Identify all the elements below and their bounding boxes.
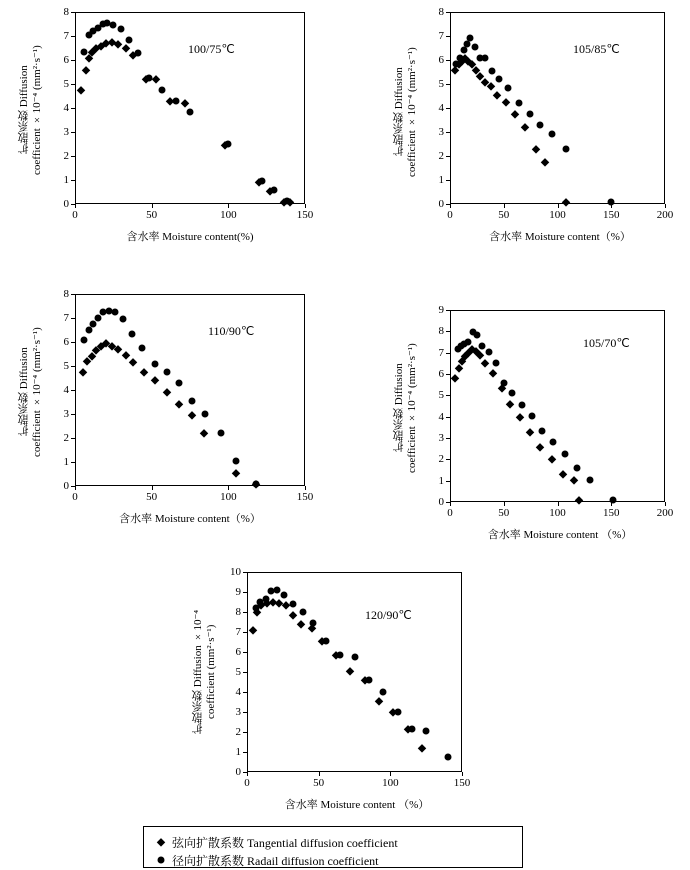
data-point	[283, 198, 290, 205]
x-tick-label: 100	[220, 209, 237, 221]
x-tick-mark	[504, 204, 505, 208]
x-tick-label: 150	[296, 491, 314, 503]
data-point	[110, 22, 117, 29]
y-tick-mark	[71, 156, 75, 157]
y-tick-label: 5	[235, 666, 241, 678]
y-tick-mark	[243, 752, 247, 753]
panel-annotation: 120/90℃	[365, 608, 412, 622]
y-tick-label: 3	[438, 126, 444, 138]
data-point	[125, 36, 132, 43]
y-tick-mark	[446, 84, 450, 85]
chart-panel-100-75	[0, 0, 345, 250]
data-point	[202, 411, 209, 418]
x-tick-label: 200	[656, 209, 674, 221]
y-tick-mark	[446, 36, 450, 37]
data-point	[271, 186, 278, 193]
data-point	[217, 430, 224, 437]
data-point	[337, 652, 344, 659]
y-axis-label-line1: 扩散系数 Diffusion	[393, 363, 405, 453]
data-point	[118, 25, 125, 32]
y-tick-label: 10	[230, 566, 241, 578]
data-point	[173, 97, 180, 104]
x-tick-label: 50	[146, 209, 158, 221]
data-point	[394, 709, 401, 716]
y-tick-label: 0	[438, 198, 444, 210]
y-tick-label: 8	[438, 6, 444, 18]
y-tick-label: 0	[63, 198, 69, 210]
data-point	[500, 379, 507, 386]
data-point	[471, 43, 478, 50]
legend-label-radial: 径向扩散系数 Radail diffusion coefficient	[172, 853, 379, 868]
data-point	[488, 67, 495, 74]
data-point	[550, 439, 557, 446]
x-tick-label: 200	[656, 507, 674, 519]
y-tick-mark	[446, 459, 450, 460]
y-tick-mark	[243, 612, 247, 613]
data-point	[515, 100, 522, 107]
diamond-marker-icon	[154, 836, 168, 848]
data-point	[408, 726, 415, 733]
y-tick-mark	[446, 60, 450, 61]
x-tick-mark	[228, 204, 229, 208]
x-tick-label: 100	[220, 491, 237, 503]
data-point	[164, 369, 171, 376]
y-tick-label: 8	[438, 325, 444, 338]
y-tick-mark	[71, 132, 75, 133]
x-tick-label: 100	[549, 209, 566, 221]
y-tick-label: 3	[235, 706, 241, 718]
x-tick-label: 0	[72, 491, 78, 503]
x-tick-label: 150	[296, 209, 314, 221]
data-point	[128, 330, 135, 337]
x-tick-label: 150	[453, 777, 471, 789]
y-tick-label: 5	[63, 360, 69, 372]
x-tick-mark	[152, 486, 153, 490]
y-axis-label-line2: coefficient (mm²·s⁻¹)	[205, 624, 217, 720]
plot-area	[450, 12, 665, 204]
x-tick-mark	[558, 502, 559, 506]
y-tick-label: 6	[438, 54, 444, 66]
x-tick-mark	[450, 502, 451, 506]
data-point	[460, 47, 467, 54]
data-point	[380, 689, 387, 696]
y-tick-label: 8	[63, 6, 69, 18]
y-tick-mark	[71, 366, 75, 367]
y-tick-mark	[243, 672, 247, 673]
data-point	[608, 199, 615, 206]
y-tick-label: 2	[438, 453, 444, 466]
data-point	[309, 620, 316, 627]
panel-annotation: 105/70℃	[583, 336, 630, 350]
y-tick-label: 7	[63, 312, 69, 324]
y-tick-mark	[71, 462, 75, 463]
x-tick-label: 150	[603, 209, 620, 221]
y-tick-label: 3	[438, 432, 444, 444]
data-point	[586, 476, 593, 483]
x-tick-mark	[305, 486, 306, 490]
y-tick-label: 4	[438, 410, 444, 423]
chart-panel-110-90	[0, 282, 345, 532]
x-tick-mark	[75, 486, 76, 490]
data-point	[456, 54, 463, 61]
x-tick-mark	[504, 502, 505, 506]
y-tick-label: 2	[235, 726, 241, 738]
data-point	[453, 60, 460, 67]
data-point	[562, 451, 569, 458]
y-axis-label-line1: 扩散系数 Diffusion	[393, 67, 405, 157]
y-tick-mark	[243, 572, 247, 573]
y-tick-label: 6	[235, 646, 241, 658]
data-point	[159, 87, 166, 94]
y-axis-label	[192, 582, 222, 762]
y-tick-mark	[446, 156, 450, 157]
y-tick-mark	[243, 712, 247, 713]
y-tick-label: 7	[438, 346, 444, 359]
x-tick-mark	[665, 502, 666, 506]
data-point	[467, 35, 474, 42]
x-axis-label: 含水率 Moisture content(%)	[126, 231, 254, 243]
x-tick-label: 50	[498, 209, 510, 221]
plot-area	[75, 294, 305, 486]
data-point	[225, 141, 232, 148]
y-tick-mark	[446, 310, 450, 311]
y-tick-mark	[446, 417, 450, 418]
y-axis-label	[393, 318, 423, 498]
y-tick-label: 6	[63, 54, 69, 66]
y-tick-label: 7	[63, 30, 69, 42]
data-point	[464, 41, 471, 48]
y-tick-label: 6	[63, 336, 69, 348]
y-tick-label: 1	[438, 174, 444, 186]
y-axis-label-line2: coefficient ×10⁻⁴ (mm²·s⁻¹)	[406, 47, 418, 177]
data-point	[81, 336, 88, 343]
y-tick-mark	[71, 60, 75, 61]
y-tick-label: 1	[235, 746, 241, 758]
y-tick-mark	[243, 592, 247, 593]
y-tick-mark	[71, 414, 75, 415]
x-tick-mark	[665, 204, 666, 208]
data-point	[259, 178, 266, 185]
y-tick-label: 2	[438, 150, 444, 162]
legend-item-tangential	[154, 833, 512, 851]
data-point	[95, 315, 102, 322]
y-axis-label-line1: 扩散系数 Diffusion	[18, 65, 30, 155]
x-tick-mark	[558, 204, 559, 208]
x-tick-label: 50	[146, 491, 158, 503]
x-axis-label: 含水率 Moisture content（%）	[119, 513, 261, 525]
x-axis-label: 含水率 Moisture content （%）	[487, 529, 633, 541]
data-point	[90, 321, 97, 328]
y-axis-label	[18, 302, 48, 482]
x-tick-label: 150	[603, 507, 620, 519]
data-point	[526, 111, 533, 118]
x-tick-label: 50	[498, 507, 510, 519]
data-point	[444, 754, 451, 761]
y-tick-mark	[446, 395, 450, 396]
data-point	[563, 145, 570, 152]
data-point	[145, 75, 152, 82]
chart-panel-120-90	[172, 560, 517, 810]
data-point	[465, 339, 472, 346]
y-axis-label-line2: coefficient ×10⁻⁴ (mm²·s⁻¹)	[406, 343, 418, 473]
panel-annotation: 110/90℃	[208, 324, 255, 338]
y-tick-label: 8	[63, 288, 69, 300]
y-tick-label: 2	[63, 432, 69, 444]
data-point	[423, 728, 430, 735]
legend-label-tangential: 弦向扩散系数 Tangential diffusion coefficient	[172, 835, 398, 850]
x-tick-mark	[319, 772, 320, 776]
data-point	[528, 412, 535, 419]
panel-annotation: 105/85℃	[573, 42, 620, 56]
y-tick-label: 1	[438, 474, 444, 487]
y-tick-label: 4	[438, 102, 444, 114]
y-tick-label: 0	[63, 480, 69, 492]
x-tick-label: 0	[447, 209, 453, 221]
x-tick-mark	[75, 204, 76, 208]
y-tick-label: 2	[63, 150, 69, 162]
data-point	[134, 49, 141, 56]
data-point	[262, 596, 269, 603]
data-point	[139, 345, 146, 352]
y-tick-label: 5	[438, 78, 444, 90]
y-tick-mark	[71, 342, 75, 343]
data-point	[351, 654, 358, 661]
x-tick-mark	[228, 486, 229, 490]
x-tick-mark	[305, 204, 306, 208]
x-axis-label: 含水率 Moisture content（%）	[489, 231, 631, 243]
y-tick-mark	[71, 36, 75, 37]
data-point	[482, 54, 489, 61]
data-point	[505, 84, 512, 91]
data-point	[119, 316, 126, 323]
circle-marker-icon	[154, 854, 168, 866]
panel-annotation: 100/75℃	[188, 42, 235, 56]
data-point	[493, 360, 500, 367]
chart-panel-105-70	[345, 300, 690, 550]
data-point	[187, 108, 194, 115]
data-point	[299, 609, 306, 616]
x-tick-label: 100	[382, 777, 399, 789]
y-tick-label: 0	[235, 766, 241, 778]
data-point	[233, 457, 240, 464]
y-tick-label: 1	[63, 456, 69, 468]
y-tick-label: 6	[438, 368, 444, 380]
y-tick-label: 9	[438, 304, 444, 316]
y-tick-mark	[446, 108, 450, 109]
y-tick-mark	[243, 732, 247, 733]
legend	[143, 826, 523, 868]
data-point	[610, 497, 617, 504]
y-tick-label: 7	[235, 626, 241, 638]
data-point	[151, 360, 158, 367]
y-tick-mark	[71, 294, 75, 295]
y-tick-label: 3	[63, 408, 69, 420]
x-tick-label: 0	[244, 777, 250, 789]
y-tick-mark	[71, 438, 75, 439]
y-tick-mark	[71, 180, 75, 181]
x-tick-mark	[462, 772, 463, 776]
x-tick-label: 50	[313, 777, 325, 789]
y-tick-mark	[446, 180, 450, 181]
y-tick-label: 8	[235, 606, 241, 618]
y-axis-label-line2: coefficient ×10⁻⁴ (mm²·s⁻¹)	[31, 45, 43, 175]
data-point	[322, 638, 329, 645]
y-tick-label: 4	[235, 686, 241, 698]
data-point	[365, 677, 372, 684]
y-tick-mark	[446, 132, 450, 133]
y-tick-mark	[243, 652, 247, 653]
y-tick-label: 5	[63, 78, 69, 90]
data-point	[573, 464, 580, 471]
plot-area	[450, 310, 665, 502]
y-tick-mark	[71, 318, 75, 319]
y-tick-mark	[243, 692, 247, 693]
y-tick-mark	[243, 632, 247, 633]
data-point	[537, 121, 544, 128]
x-tick-mark	[247, 772, 248, 776]
data-point	[479, 343, 486, 350]
y-tick-mark	[446, 331, 450, 332]
data-point	[252, 481, 259, 488]
data-point	[289, 601, 296, 608]
y-tick-label: 0	[438, 496, 444, 508]
data-point	[281, 592, 288, 599]
y-tick-mark	[71, 390, 75, 391]
y-tick-label: 1	[63, 174, 69, 186]
y-tick-mark	[446, 12, 450, 13]
legend-item-radial	[154, 851, 512, 869]
y-axis-label	[18, 20, 48, 200]
y-tick-mark	[446, 353, 450, 354]
x-tick-label: 0	[447, 507, 453, 519]
y-tick-mark	[71, 108, 75, 109]
y-tick-label: 3	[63, 126, 69, 138]
x-tick-mark	[450, 204, 451, 208]
x-tick-mark	[390, 772, 391, 776]
y-tick-label: 4	[63, 102, 69, 114]
x-axis-label: 含水率 Moisture content （%）	[284, 799, 430, 811]
data-point	[519, 401, 526, 408]
y-tick-label: 4	[63, 384, 69, 396]
chart-panel-105-85	[345, 0, 690, 250]
x-tick-mark	[152, 204, 153, 208]
y-tick-mark	[71, 12, 75, 13]
y-tick-mark	[71, 84, 75, 85]
y-tick-label: 7	[438, 30, 444, 42]
data-point	[274, 587, 281, 594]
data-point	[539, 427, 546, 434]
y-tick-label: 5	[438, 389, 444, 402]
y-axis-label-line2: coefficient ×10⁻⁴ (mm²·s⁻¹)	[31, 327, 43, 457]
data-point	[188, 397, 195, 404]
y-axis-label-line1: 扩散系数 Diffusion	[18, 347, 30, 437]
data-point	[549, 131, 556, 138]
y-tick-label: 9	[235, 586, 241, 598]
x-tick-label: 100	[549, 507, 566, 519]
y-tick-mark	[446, 438, 450, 439]
y-axis-label-line1: 扩散系数 Diffusion ×10⁻⁴	[192, 609, 204, 735]
data-point	[473, 331, 480, 338]
y-tick-mark	[446, 374, 450, 375]
data-point	[111, 309, 118, 316]
data-point	[485, 348, 492, 355]
y-tick-mark	[446, 481, 450, 482]
data-point	[496, 76, 503, 83]
x-tick-label: 0	[72, 209, 78, 221]
data-point	[85, 327, 92, 334]
data-point	[252, 605, 259, 612]
data-point	[176, 379, 183, 386]
data-point	[509, 390, 516, 397]
y-axis-label	[393, 22, 423, 202]
data-point	[81, 48, 88, 55]
